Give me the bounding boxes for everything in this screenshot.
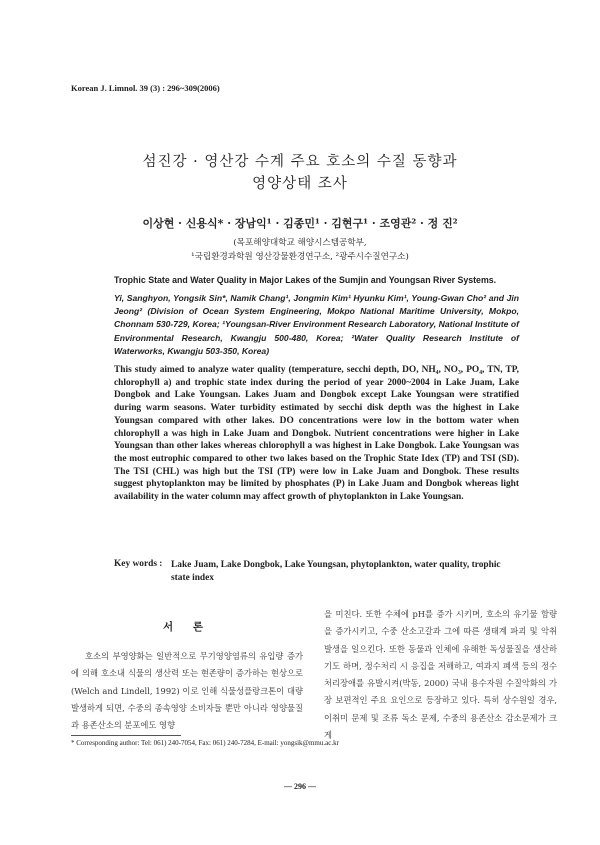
- footnote-divider: [71, 735, 181, 736]
- english-title: Trophic State and Water Quality in Major Lakes of the Sumjin and Youngsan River Systems.: [114, 275, 497, 285]
- english-authors-affiliations: Yi, Sanghyon, Yongsik Sin*, Namik Chang¹, Jongmin Kim¹ Hyunku Kim¹, Young-Gwan Cho² and Jin Jeong² (Division of Ocean System Engineering, Mokpo National Maritime University, Mokpo, Chonnam 530-729, Korea; ¹Youngsan-River Environment Research Laboratory, National Institute of Environmental Research, Kwangju 500-480, Korea; ²Water Quality Research Institute of Waterworks, Kwangju 503-350, Korea): [114, 293, 519, 356]
- keywords: Lake Juam, Lake Dongbok, Lake Youngsan, phytoplankton, water quality, trophic state index: [171, 560, 501, 583]
- journal-reference: Korean J. Limnol. 39 (3) : 296~309(2006): [71, 83, 220, 93]
- page-number: — 296 —: [284, 782, 316, 791]
- korean-authors: 이상현 · 신용식* · 장남익¹ · 김종민¹ · 김현구¹ · 조영관² · 정 진²: [142, 217, 458, 230]
- introduction-left-column: 호소의 부영양화는 일반적으로 무기영양염류의 유입량 증가에 의해 호소내 식물의 생산력 또는 현존량이 증가하는 현상으로(Welch and Lindell, 1992) 이로 인해 식물성플랑크톤이 대량 발생하게 되면, 수중의 종속영양 소비자들 뿐만 아니라 영양물질과 용존산소의 분포에도 영향: [71, 651, 303, 731]
- korean-affiliation-line-2: ¹국립환경과학원 영산강물환경연구소, ²광주시수질연구소): [191, 252, 409, 262]
- corresponding-author-footnote: * Corresponding author: Tel: 061) 240-7054, Fax: 061) 240-7284, E-mail: yongsik@mmu.ac.kr: [71, 739, 339, 747]
- korean-affiliation-line-1: (목포해양대학교 해양시스템공학부,: [233, 238, 367, 248]
- keywords-label: Key words :: [114, 559, 163, 569]
- korean-title-line-1: 섬진강 · 영산강 수계 주요 호소의 수질 동향과: [142, 154, 458, 170]
- section-heading-introduction: 서 론: [163, 621, 211, 633]
- abstract: This study aimed to analyze water quality (temperature, secchi depth, DO, NH₄, NO₃, PO₄, TN, TP, chlorophyll a) and trophic state index during the period of year 2000~2004 in Lake Juam, Lake Dongbok and Lake Youngsan. Lakes Juam and Dongbok except Lake Youngsan were stratified during warm seasons. Water turbidity estimated by secchi disk depth was the highest in Lake Youngsan compared with other lakes. DO concentrations were low in the bottom water when chlorophyll a was high in Lake Juam and Dongbok. Nutrient concentrations were higher in Lake Youngsan than other lakes whereas chlorophyll a was highest in Lake Dongbok. Lake Youngsan was the most eutrophic compared to other two lakes based on the Trophic State Idex (TP) and TSI (SD). The TSI (CHL) was high but the TSI (TP) were low in Lake Juam and Dongbok. These results suggest phytoplankton may be limited by phosphates (P) in Lake Juam and Dongbok whereas light availability in the water column may affect growth of phytoplankton in Lake Youngsan.: [114, 365, 519, 503]
- korean-title-line-2: 영양상태 조사: [252, 176, 348, 192]
- introduction-right-column: 을 미친다. 또한 수체에 pH를 증가 시키며, 호소의 유기물 함량을 증가시키고, 수중 산소고갈과 그에 따른 생태계 파괴 및 악취 발생을 일으킨다. 또한 동물과 인체에 유해한 독성물질을 생산하기도 하며, 정수처리 시 응집을 저해하고, 여과지 폐색 등의 정수처리장애를 유발시켜(박동, 2000) 국내 용수자원 수질악화의 가장 보편적인 주요 요인으로 등장하고 있다. 특히 상수원일 경우, 이취미 문제 및 조류 독소 문제, 수중의 용존산소 감소문제가 크게: [324, 609, 557, 741]
